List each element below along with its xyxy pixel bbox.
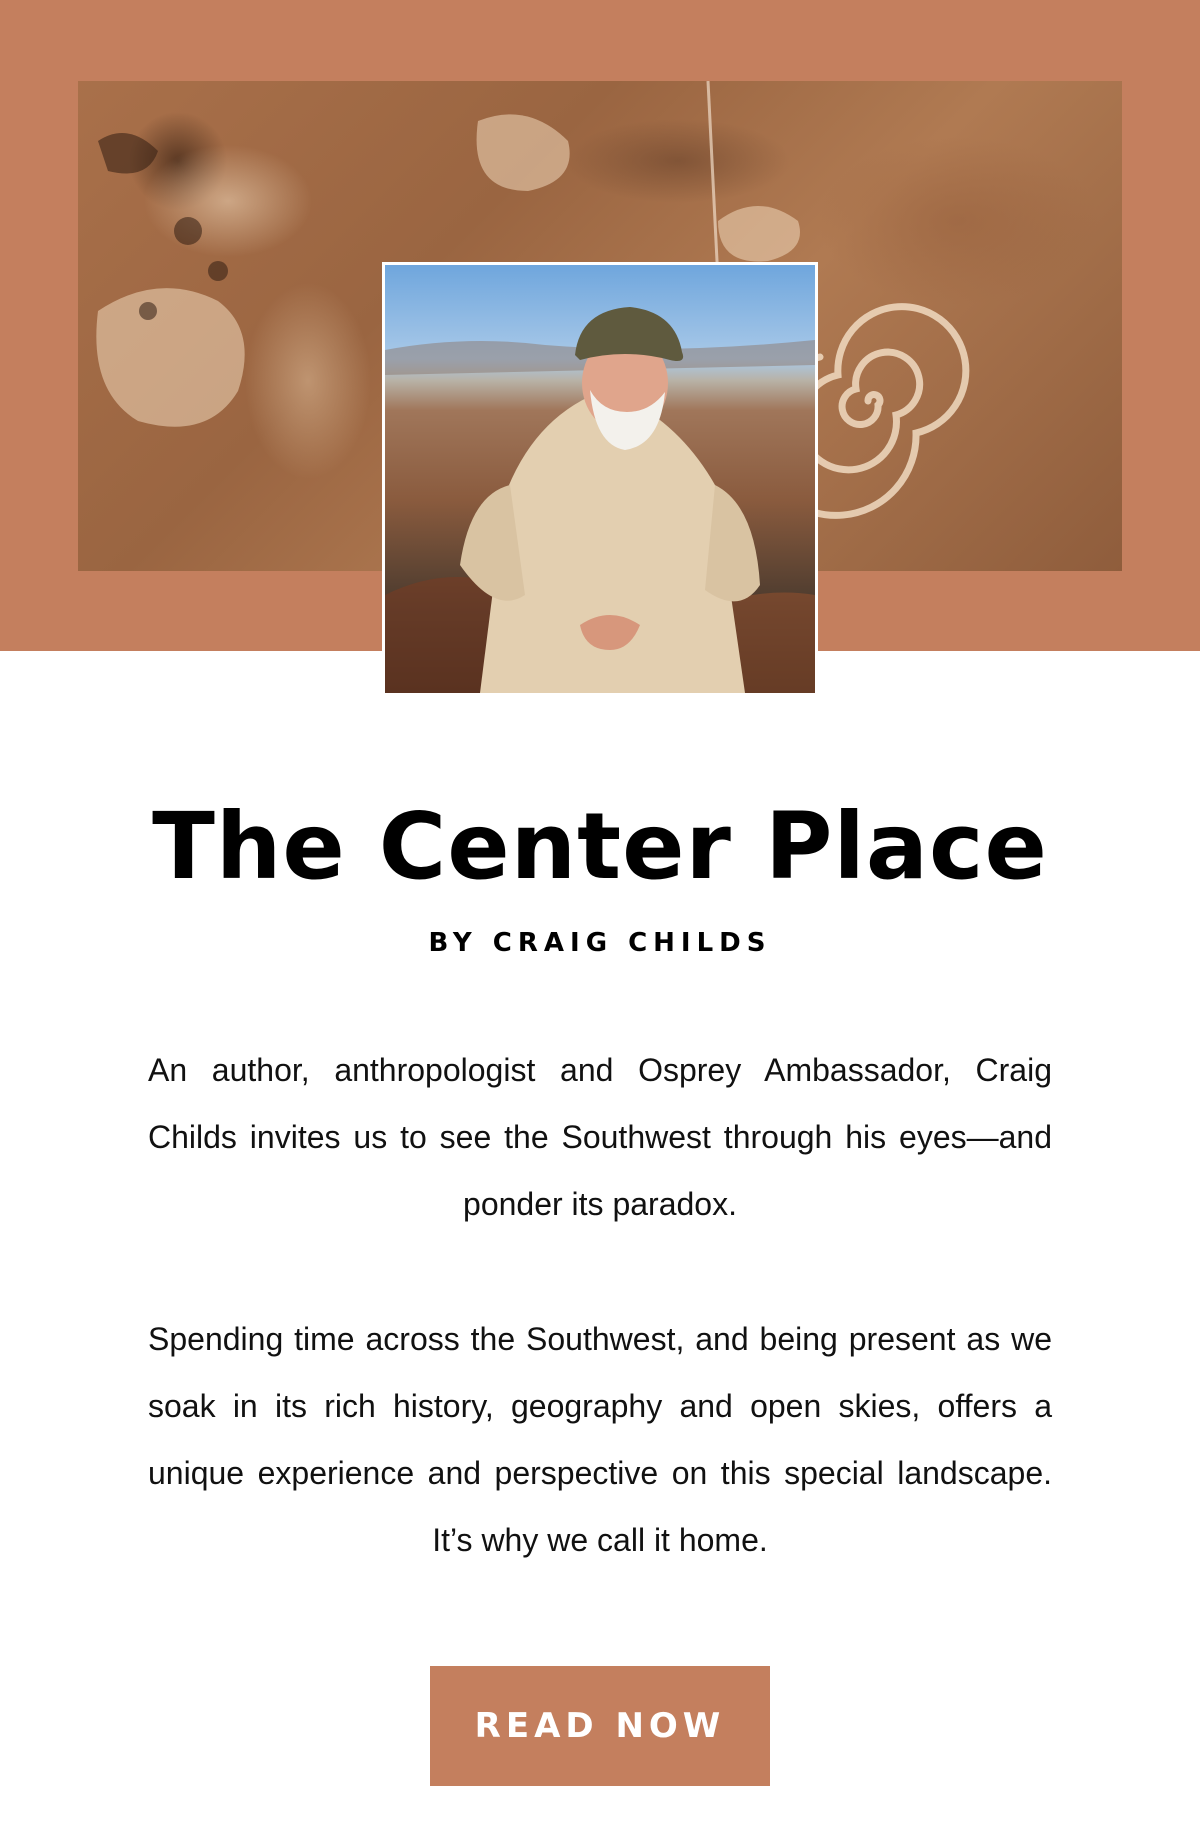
author-portrait-photo — [385, 265, 815, 693]
article-byline: BY CRAIG CHILDS — [428, 928, 772, 958]
article-title: The Center Place — [152, 793, 1048, 900]
read-now-button[interactable]: READ NOW — [430, 1666, 770, 1786]
intro-paragraph: An author, anthropologist and Osprey Ambassador, Craig Childs invites us to see the Southwest through his eyes—and ponder its paradox. — [148, 1052, 1052, 1222]
author-portrait-illustration — [385, 265, 815, 693]
body-paragraph: Spending time across the Southwest, and being present as we soak in its rich history, geography and open skies, offers a unique experience and perspective on this special landscape. It’s why we call it home. — [148, 1321, 1052, 1558]
author-portrait-frame — [382, 262, 818, 696]
